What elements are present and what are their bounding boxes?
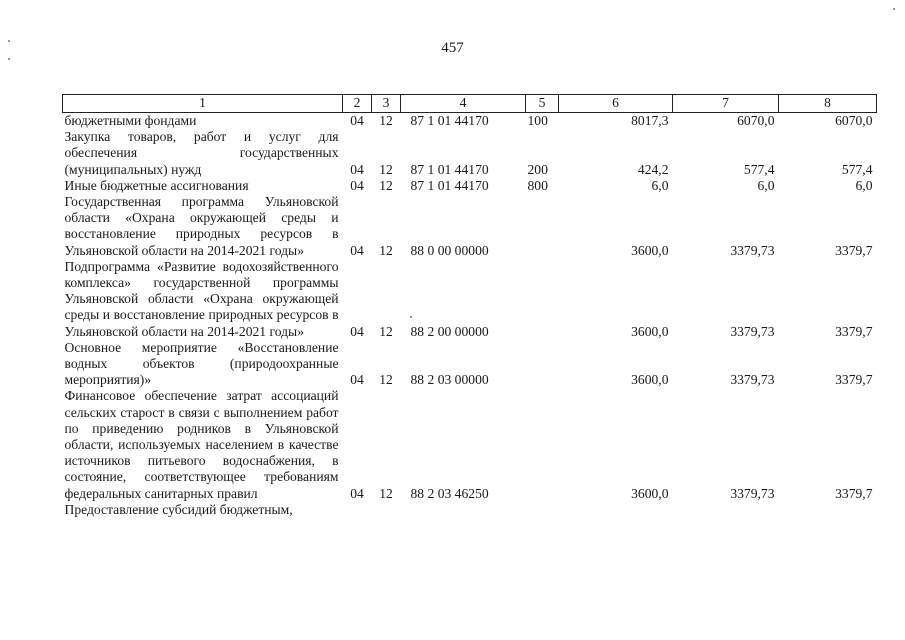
scan-speck: [410, 316, 412, 318]
header-cell: 6: [559, 95, 673, 113]
row-amount-col8: 6070,0: [835, 113, 873, 128]
row-amount-col6: [559, 502, 673, 518]
scan-speck: [8, 40, 10, 42]
row-target-code: 87 1 01 44170: [410, 161, 489, 177]
scan-speck: [893, 8, 895, 10]
row-amount-col7: 3379,73: [730, 485, 775, 501]
row-description: Основное мероприятие «Восстановление водных объектов (природоохранные мероприятия)»: [64, 339, 339, 388]
row-description: бюджетными фондами: [64, 113, 197, 128]
row-subsection: 12: [379, 242, 393, 258]
header-cell: 7: [673, 95, 779, 113]
row-target-code: 88 2 03 00000: [410, 372, 489, 388]
row-subsection: 12: [379, 372, 393, 388]
row-amount-col8: 3379,7: [835, 485, 873, 501]
row-description: Предоставление субсидий бюджетным,: [64, 501, 293, 517]
row-amount-col7: 3379,73: [730, 242, 775, 258]
row-section: 04: [350, 485, 364, 501]
table-row: [63, 113, 877, 130]
row-subsection: 12: [379, 323, 393, 339]
row-amount-col6: 3600,0: [631, 323, 669, 339]
table-row: [63, 340, 877, 389]
row-target-code: 87 1 01 44170: [410, 177, 489, 193]
row-amount-col8: 3379,7: [835, 372, 873, 388]
row-amount-col8: [779, 502, 877, 518]
header-cell: 2: [343, 95, 372, 113]
row-amount-col8: 6,0: [855, 177, 873, 193]
row-target-code: 88 2 00 00000: [410, 323, 489, 339]
row-amount-col6: 8017,3: [631, 113, 669, 128]
table-row: [63, 194, 877, 259]
row-target-code: [401, 502, 526, 518]
table-row: [63, 502, 877, 518]
row-expense-type: 100: [527, 113, 548, 128]
budget-table: [62, 94, 877, 518]
table-header: [63, 95, 877, 113]
row-amount-col7: 577,4: [743, 161, 775, 177]
row-amount-col8: 577,4: [841, 161, 873, 177]
row-amount-col6: 3600,0: [631, 242, 669, 258]
row-amount-col7: 6070,0: [737, 113, 775, 128]
header-cell: 1: [63, 95, 343, 113]
row-expense-type: [526, 194, 559, 259]
row-expense-type: [526, 340, 559, 389]
header-cell: 4: [401, 95, 526, 113]
row-description: Государственная программа Ульяновской области «Охрана окружающей среды и восстановление природных ресурсов в Ульяновской области на 2014-2021 годы»: [64, 194, 339, 258]
row-amount-col6: 3600,0: [631, 372, 669, 388]
row-amount-col7: [673, 502, 779, 518]
row-subsection: 12: [379, 113, 393, 128]
row-target-code: 88 2 03 46250: [410, 485, 489, 501]
table-row: [63, 259, 877, 340]
row-section: 04: [350, 177, 364, 193]
row-amount-col7: 6,0: [757, 177, 775, 193]
row-expense-type: 200: [527, 161, 548, 177]
row-description: Финансовое обеспечение затрат ассоциаций сельских старост в связи с выполнением работ по приведению родников в Ульяновской области, используемых населением в качестве источников питьевого водоснабжения, в состояние, соответствующее требованиям федеральных санитарных правил: [64, 388, 339, 501]
scan-speck: [8, 58, 10, 60]
row-amount-col7: 3379,73: [730, 372, 775, 388]
row-description: Иные бюджетные ассигнования: [64, 177, 249, 193]
row-amount-col7: 3379,73: [730, 323, 775, 339]
row-amount-col6: 424,2: [637, 161, 669, 177]
table-row: [63, 129, 877, 178]
header-cell: 5: [526, 95, 559, 113]
row-expense-type: [526, 259, 559, 340]
row-section: [343, 502, 372, 518]
row-section: 04: [350, 323, 364, 339]
row-section: 04: [350, 161, 364, 177]
row-section: 04: [350, 242, 364, 258]
row-subsection: 12: [379, 485, 393, 501]
row-section: 04: [350, 372, 364, 388]
row-expense-type: [526, 388, 559, 501]
page-number: 457: [441, 40, 464, 56]
header-cell: 8: [779, 95, 877, 113]
row-subsection: [372, 502, 401, 518]
table-body: [63, 113, 877, 519]
row-amount-col8: 3379,7: [835, 323, 873, 339]
row-subsection: 12: [379, 177, 393, 193]
row-amount-col8: 3379,7: [835, 242, 873, 258]
row-target-code: 87 1 01 44170: [410, 113, 489, 128]
row-amount-col6: 6,0: [651, 177, 669, 193]
table-row: [63, 178, 877, 194]
header-cell: 3: [372, 95, 401, 113]
row-expense-type: 800: [527, 177, 548, 193]
table-row: [63, 388, 877, 501]
row-description: Подпрограмма «Развитие водохозяйственного комплекса» государственной программы Ульяновской области «Охрана окружающей среды и восстановление природных ресурсов в Ульяновской области на 2014-2021 годы»: [64, 258, 339, 339]
row-section: 04: [350, 113, 364, 128]
row-amount-col6: 3600,0: [631, 485, 669, 501]
row-expense-type: [526, 502, 559, 518]
row-target-code: 88 0 00 00000: [410, 242, 489, 258]
row-subsection: 12: [379, 161, 393, 177]
row-description: Закупка товаров, работ и услуг для обеспечения государственных (муниципальных) нужд: [64, 129, 339, 177]
